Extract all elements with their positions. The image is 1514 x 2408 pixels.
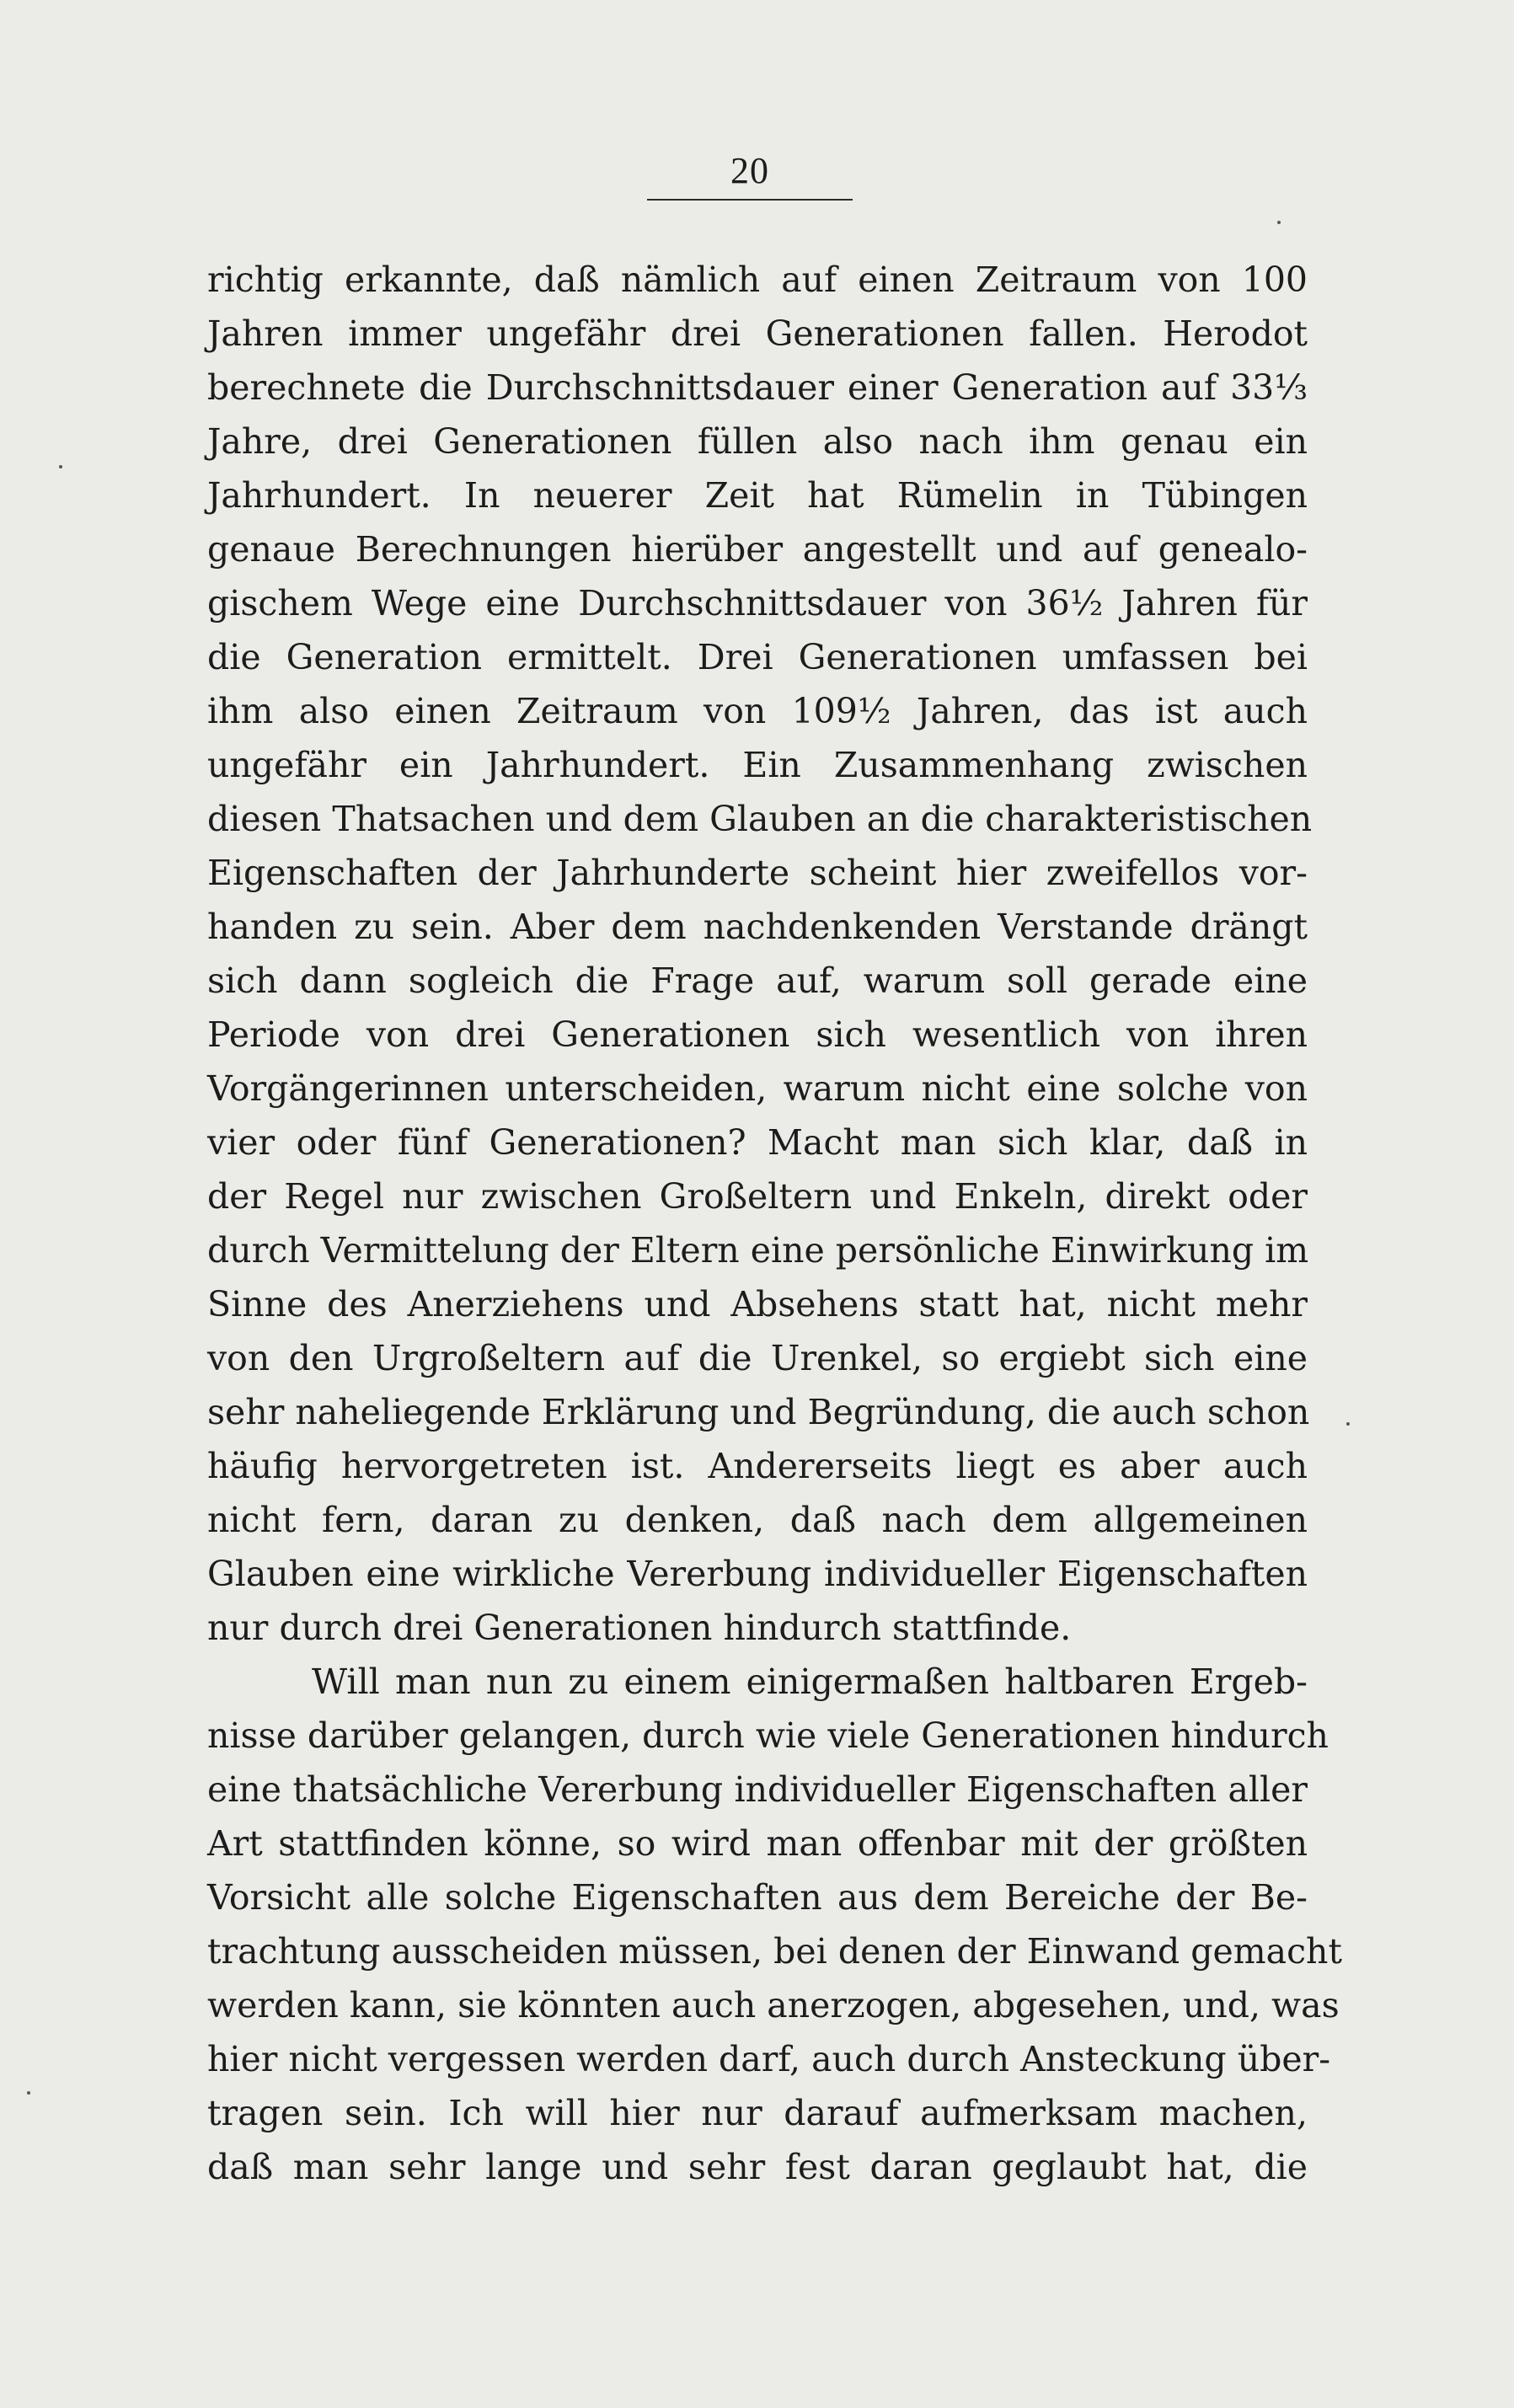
paper-speck xyxy=(1277,221,1281,224)
text-line: Jahrhundert. In neuerer Zeit hat Rümelin in Tübingen xyxy=(207,475,1308,516)
text-line: häufig hervorgetreten ist. Andererseits liegt es aber auch xyxy=(207,1446,1308,1486)
body-text xyxy=(207,253,1342,2194)
text-line: Periode von drei Generationen sich wesentlich von ihren xyxy=(207,1014,1308,1055)
text-line: Jahre, drei Generationen füllen also nach ihm genau ein xyxy=(207,421,1308,462)
page-number: 20 xyxy=(730,150,769,191)
text-line: gischem Wege eine Durchschnittsdauer von 36½ Jahren für xyxy=(207,583,1308,623)
text-line: Eigenschaften der Jahrhunderte scheint hier zweifellos vor- xyxy=(207,853,1308,893)
text-line: die Generation ermittelt. Drei Generationen umfassen bei xyxy=(207,637,1308,677)
text-line: daß man sehr lange und sehr fest daran geglaubt hat, die xyxy=(207,2147,1308,2187)
text-line: tragen sein. Ich will hier nur darauf aufmerksam machen, xyxy=(207,2093,1308,2133)
paragraph-2 xyxy=(207,1655,1342,2194)
paragraph-1 xyxy=(207,253,1313,1655)
text-line: der Regel nur zwischen Großeltern und Enkeln, direkt oder xyxy=(207,1176,1308,1217)
text-line: sehr naheliegende Erklärung und Begründung, die auch schon xyxy=(207,1392,1310,1432)
text-line: nicht fern, daran zu denken, daß nach dem allgemeinen xyxy=(207,1500,1308,1540)
text-line: werden kann, sie könnten auch anerzogen, abgesehen, und, was xyxy=(207,1985,1340,2025)
text-line: vier oder fünf Generationen? Macht man sich klar, daß in xyxy=(207,1122,1308,1163)
text-line: genaue Berechnungen hierüber angestellt und auf genealo- xyxy=(207,529,1308,570)
text-line: nisse darüber gelangen, durch wie viele Generationen hindurch xyxy=(207,1715,1329,1756)
text-line: Sinne des Anerziehens und Absehens statt hat, nicht mehr xyxy=(207,1284,1308,1324)
text-line: hier nicht vergessen werden darf, auch durch Ansteckung über- xyxy=(207,2039,1331,2079)
text-line: Vorsicht alle solche Eigenschaften aus dem Bereiche der Be- xyxy=(207,1877,1308,1918)
text-line: trachtung ausscheiden müssen, bei denen der Einwand gemacht xyxy=(207,1931,1342,1972)
text-line: durch Vermittelung der Eltern eine persönliche Einwirkung im xyxy=(207,1230,1309,1271)
text-line: sich dann sogleich die Frage auf, warum soll gerade eine xyxy=(207,961,1308,1001)
text-line: Vorgängerinnen unterscheiden, warum nicht eine solche von xyxy=(207,1068,1308,1109)
header-rule xyxy=(647,199,853,201)
text-line: Art stattfinden könne, so wird man offenbar mit der größten xyxy=(207,1823,1308,1864)
text-line: Will man nun zu einem einigermaßen haltbaren Ergeb- xyxy=(312,1662,1308,1702)
text-line: nur durch drei Generationen hindurch stattfinde. xyxy=(207,1608,1072,1648)
paper-speck xyxy=(59,465,62,468)
paper-speck xyxy=(27,2091,30,2095)
text-line: ihm also einen Zeitraum von 109½ Jahren, das ist auch xyxy=(207,691,1308,731)
text-line: von den Urgroßeltern auf die Urenkel, so ergiebt sich eine xyxy=(207,1338,1308,1378)
text-line: handen zu sein. Aber dem nachdenkenden Verstande drängt xyxy=(207,907,1308,947)
text-line: Glauben eine wirkliche Vererbung individueller Eigenschaften xyxy=(207,1554,1308,1594)
text-line: berechnete die Durchschnittsdauer einer Generation auf 33⅓ xyxy=(207,367,1308,408)
text-line: richtig erkannte, daß nämlich auf einen Zeitraum von 100 xyxy=(207,260,1308,300)
text-line: ungefähr ein Jahrhundert. Ein Zusammenhang zwischen xyxy=(207,745,1308,785)
text-line: Jahren immer ungefähr drei Generationen fallen. Herodot xyxy=(207,313,1308,354)
text-line: eine thatsächliche Vererbung individueller Eigenschaften aller xyxy=(207,1769,1308,1810)
paper-speck xyxy=(1346,1422,1350,1426)
text-line: diesen Thatsachen und dem Glauben an die charakteristischen xyxy=(207,799,1313,839)
